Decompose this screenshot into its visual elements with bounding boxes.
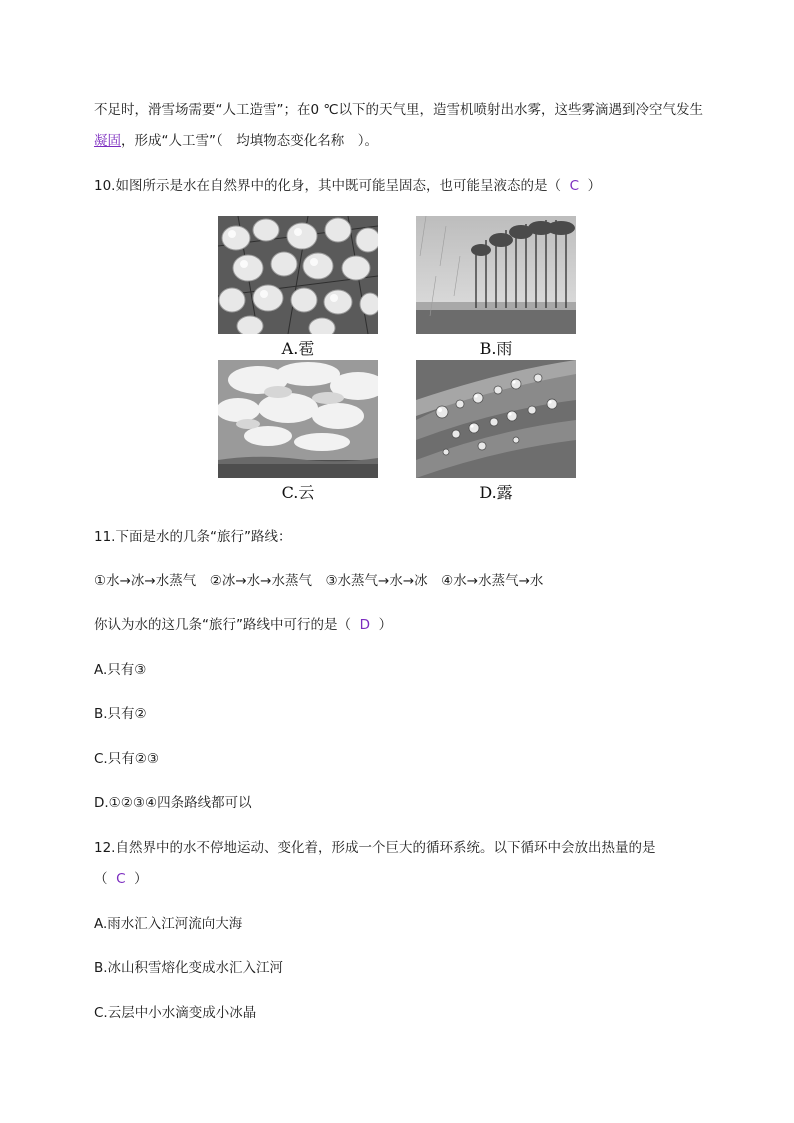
q9-line1: 不足时，滑雪场需要“人工造雪”；在0 ℃以下的天气里，造雪机喷射出水雾，这些雾滴遇到冷空气发生 [94, 102, 704, 118]
q10-stem: 10.如图所示是水在自然界中的化身，其中既可能呈固态，也可能呈液态的是（ [94, 178, 561, 194]
q12-close: ） [134, 871, 148, 887]
q11-question-line [94, 615, 392, 635]
q10-stem-line [94, 176, 601, 196]
caption-c: C.云 [281, 483, 315, 502]
q11-option-d: D.①②③④四条路线都可以 [94, 795, 252, 811]
q12-option-a: A.雨水汇入江河流向大海 [94, 916, 243, 932]
q10-close: ） [587, 178, 602, 194]
q12-answer-line [94, 869, 148, 889]
q12-paren-open: （ [94, 871, 108, 887]
q11-option-b: B.只有② [94, 706, 147, 722]
q12-option-c: C.云层中小水滴变成小冰晶 [94, 1005, 257, 1021]
q11-routes: ①水→冰→水蒸气 ②冰→水→水蒸气 ③水蒸气→水→冰 ④水→水蒸气→水 [94, 573, 544, 589]
caption-b: B.雨 [479, 339, 513, 358]
q12-answer: C [116, 871, 126, 887]
q11-option-c: C.只有②③ [94, 751, 159, 767]
q11-stem: 11.下面是水的几条“旅行”路线： [94, 529, 292, 545]
q9-line2-rest: ，形成“人工雪”（ 均填物态变化名称 ）。 [121, 133, 378, 149]
q12-option-b: B.冰山积雪熔化变成水汇入江河 [94, 960, 284, 976]
q12-stem: 12.自然界中的水不停地运动、变化着，形成一个巨大的循环系统。以下循环中会放出热量的是 [94, 840, 656, 856]
dew-photo [416, 360, 576, 478]
hail-photo [218, 216, 378, 334]
q10-answer: C [569, 178, 579, 194]
q9-line2 [94, 131, 378, 151]
caption-d: D.露 [479, 483, 513, 502]
q11-answer: D [359, 617, 370, 633]
caption-a: A.雹 [281, 339, 315, 358]
q11-close: ） [378, 617, 393, 633]
q11-question: 你认为水的这几条“旅行”路线中可行的是（ [94, 617, 351, 633]
cloud-photo [218, 360, 378, 478]
rain-photo [416, 216, 576, 334]
q11-option-a: A.只有③ [94, 662, 147, 678]
q9-blank-answer: 凝固 [94, 133, 121, 149]
